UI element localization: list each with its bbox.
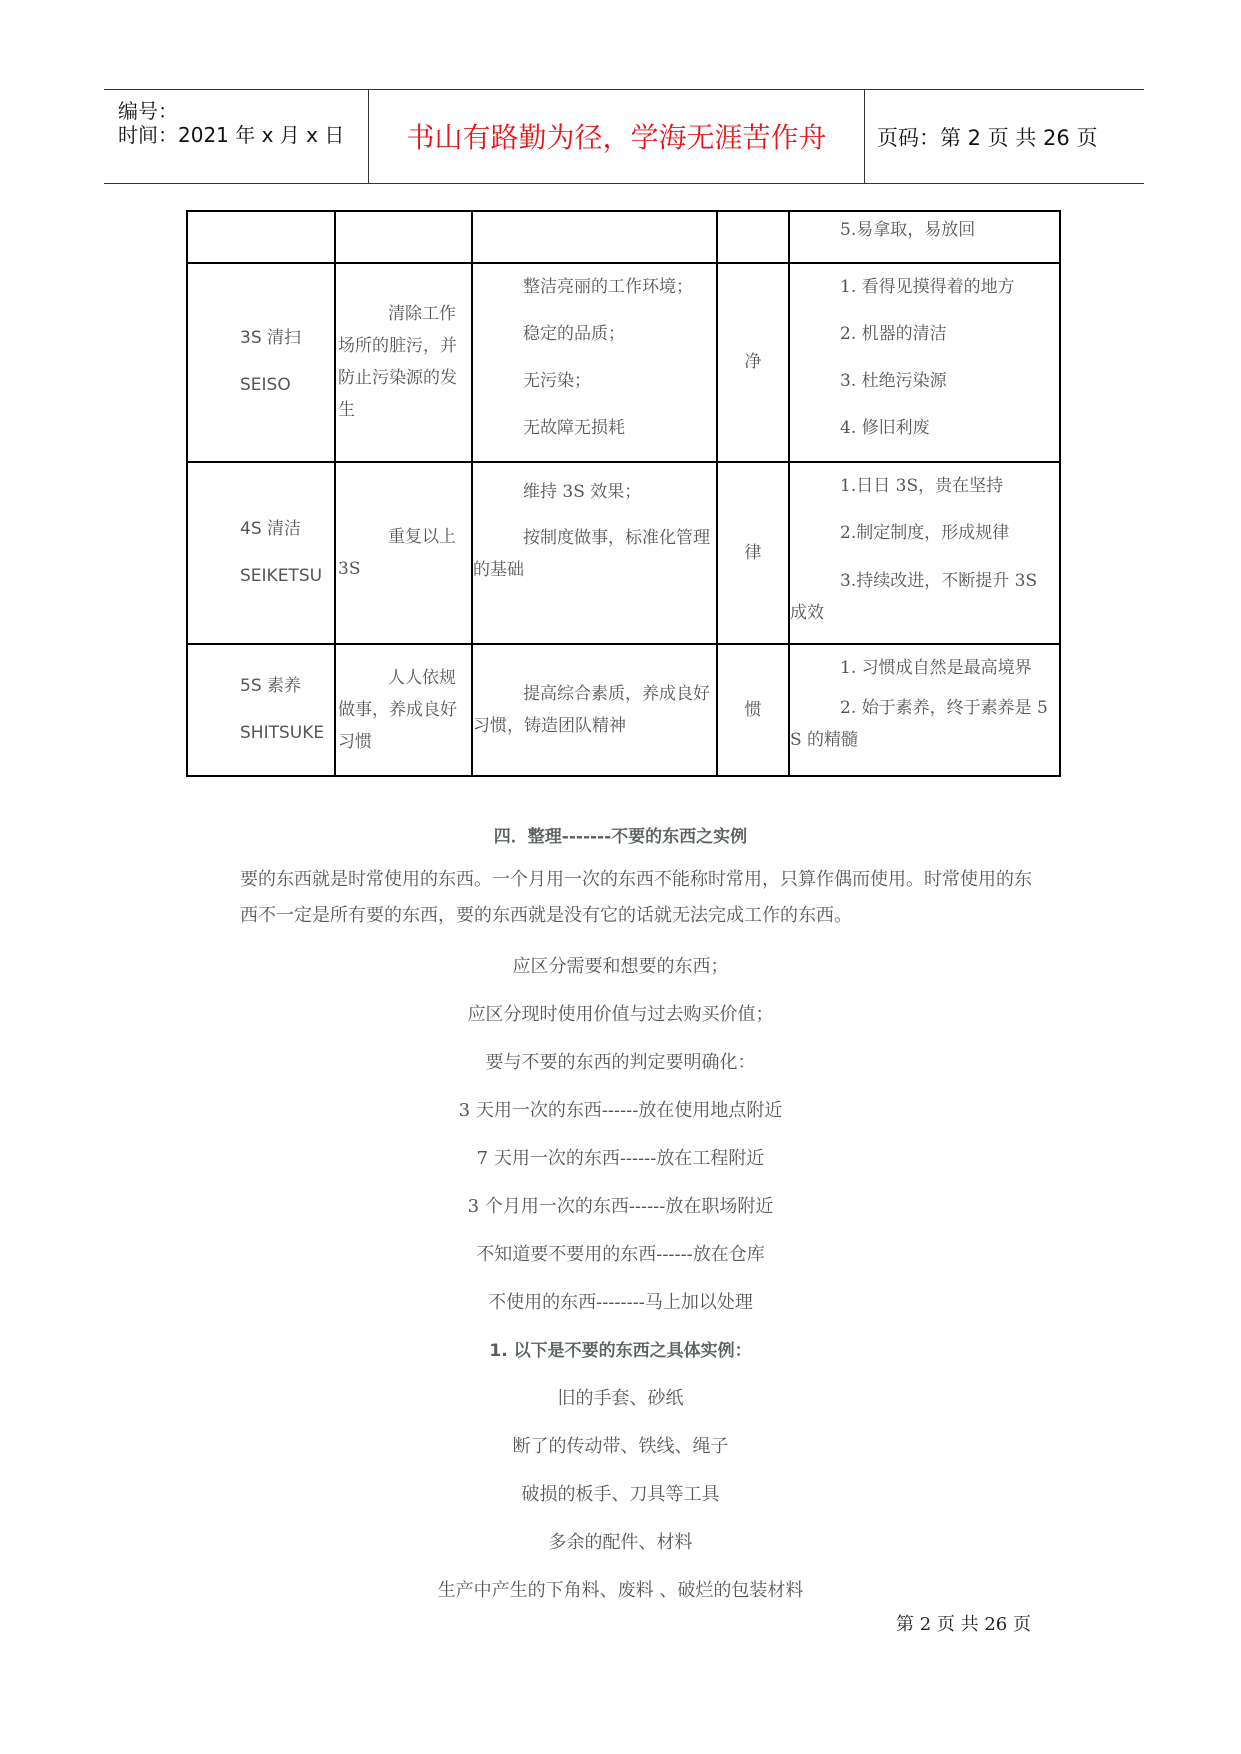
table-cell [187,462,335,645]
method-item: 1.日日 3S，贵在坚持 [840,475,1004,496]
header-motto: 书山有路勤为径，学海无涯苦作舟 [406,121,827,154]
table-cell [335,462,472,645]
header-page-cell [865,90,1144,183]
table-cell [335,644,472,776]
example-line: 多余的配件、材料 [548,1532,693,1553]
goal-item: 整洁亮丽的工作环境； [523,277,693,298]
method-item: 2. 机器的清洁 [840,324,947,345]
section-title: 四．整理-------不要的东西之实例 [493,827,748,847]
table-cell [789,462,1060,645]
example-line: 生产中产生的下角料、废料 、破烂的包装材料 [437,1580,804,1601]
table-cell [717,644,789,776]
s-definition: 重复以上 3S [338,527,456,579]
rule-line: 不知道要不要用的东西------放在仓库 [476,1244,765,1265]
example-line: 断了的传动带、铁线、绳子 [512,1436,729,1457]
table-cell [472,462,717,645]
table-cell [789,211,1060,263]
s-name: 5S 素养 [240,676,302,697]
example-line: 破损的板手、刀具等工具 [521,1484,720,1505]
table-cell [789,644,1060,776]
page-header [104,89,1144,184]
rule-line: 应区分现时使用价值与过去购买价值； [467,1004,774,1025]
table-cell [187,263,335,461]
table-cell [717,263,789,461]
table-cell [789,263,1060,461]
rule-line: 不使用的东西--------马上加以处理 [488,1292,753,1313]
table-cell [717,462,789,645]
s-keyword: 净 [744,352,762,373]
table-row [187,263,1060,461]
method-item: 2.制定制度，形成规律 [840,522,1010,543]
goal-item: 稳定的品质； [523,324,625,345]
s-keyword: 惯 [744,700,762,721]
goal-item: 按制度做事，标准化管理的基础 [473,527,710,580]
table-cell [472,263,717,461]
s-romaji: SEIKETSU [240,566,323,586]
table-cell [187,211,335,263]
page-footer: 第 2 页 共 26 页 [896,1614,1031,1635]
header-motto-cell [369,90,865,183]
s-definition: 人人依规做事，养成良好习惯 [338,668,457,753]
rule-line: 应区分需要和想要的东西； [512,956,729,977]
table-row [187,211,1060,263]
table-cell [335,263,472,461]
s-romaji: SHITSUKE [240,723,325,744]
s-name: 4S 清洁 [240,519,302,539]
s-keyword: 律 [744,543,762,563]
section-subtitle: 1. 以下是不要的东西之具体实例： [489,1341,752,1361]
s-romaji: SEISO [240,375,291,396]
serial-label: 编号： [118,99,178,123]
header-meta [104,90,369,183]
method-item: 5.易拿取，易放回 [840,220,976,240]
method-item: 3.持续改进，不断提升 3S 成效 [790,570,1038,623]
table-cell [187,644,335,776]
table-row [187,462,1060,645]
table-cell [472,211,717,263]
rule-line: 要与不要的东西的判定要明确化： [485,1052,756,1073]
goal-item: 无故障无损耗 [523,418,625,439]
method-item: 1. 看得见摸得着的地方 [840,277,1015,298]
method-item: 4. 修旧利废 [840,418,930,439]
goal-item: 提高综合素质，养成良好习惯，铸造团队精神 [473,684,710,737]
header-page-label: 页码：第 2 页 共 26 页 [877,126,1098,150]
rule-line: 3 个月用一次的东西------放在职场附近 [467,1196,774,1217]
method-item: 3. 杜绝污染源 [840,371,947,392]
table-cell [472,644,717,776]
method-item: 2. 始于素养，终于素养是 5S 的精髓 [790,698,1048,751]
example-line: 旧的手套、砂纸 [557,1388,684,1409]
goal-item: 无污染； [523,371,591,392]
section-paragraph: 要的东西就是时常使用的东西。一个月用一次的东西不能称时常用，只算作偶而使用。时常使用的东西不一定是所有要的东西，要的东西就是没有它的话就无法完成工作的东西。 [240,869,1032,926]
s-definition: 清除工作场所的脏污，并防止污染源的发生 [338,304,457,421]
time-label: 时间：2021 年 x 月 x 日 [118,123,345,147]
rule-line: 3 天用一次的东西------放在使用地点附近 [458,1100,783,1121]
goal-item: 维持 3S 效果； [523,481,642,502]
table-row [187,644,1060,776]
rule-line: 7 天用一次的东西------放在工程附近 [476,1148,765,1169]
table-cell [717,211,789,263]
s-name: 3S 清扫 [240,328,302,349]
method-item: 1. 习惯成自然是最高境界 [840,658,1032,679]
5s-table [186,210,1061,777]
table-cell [335,211,472,263]
